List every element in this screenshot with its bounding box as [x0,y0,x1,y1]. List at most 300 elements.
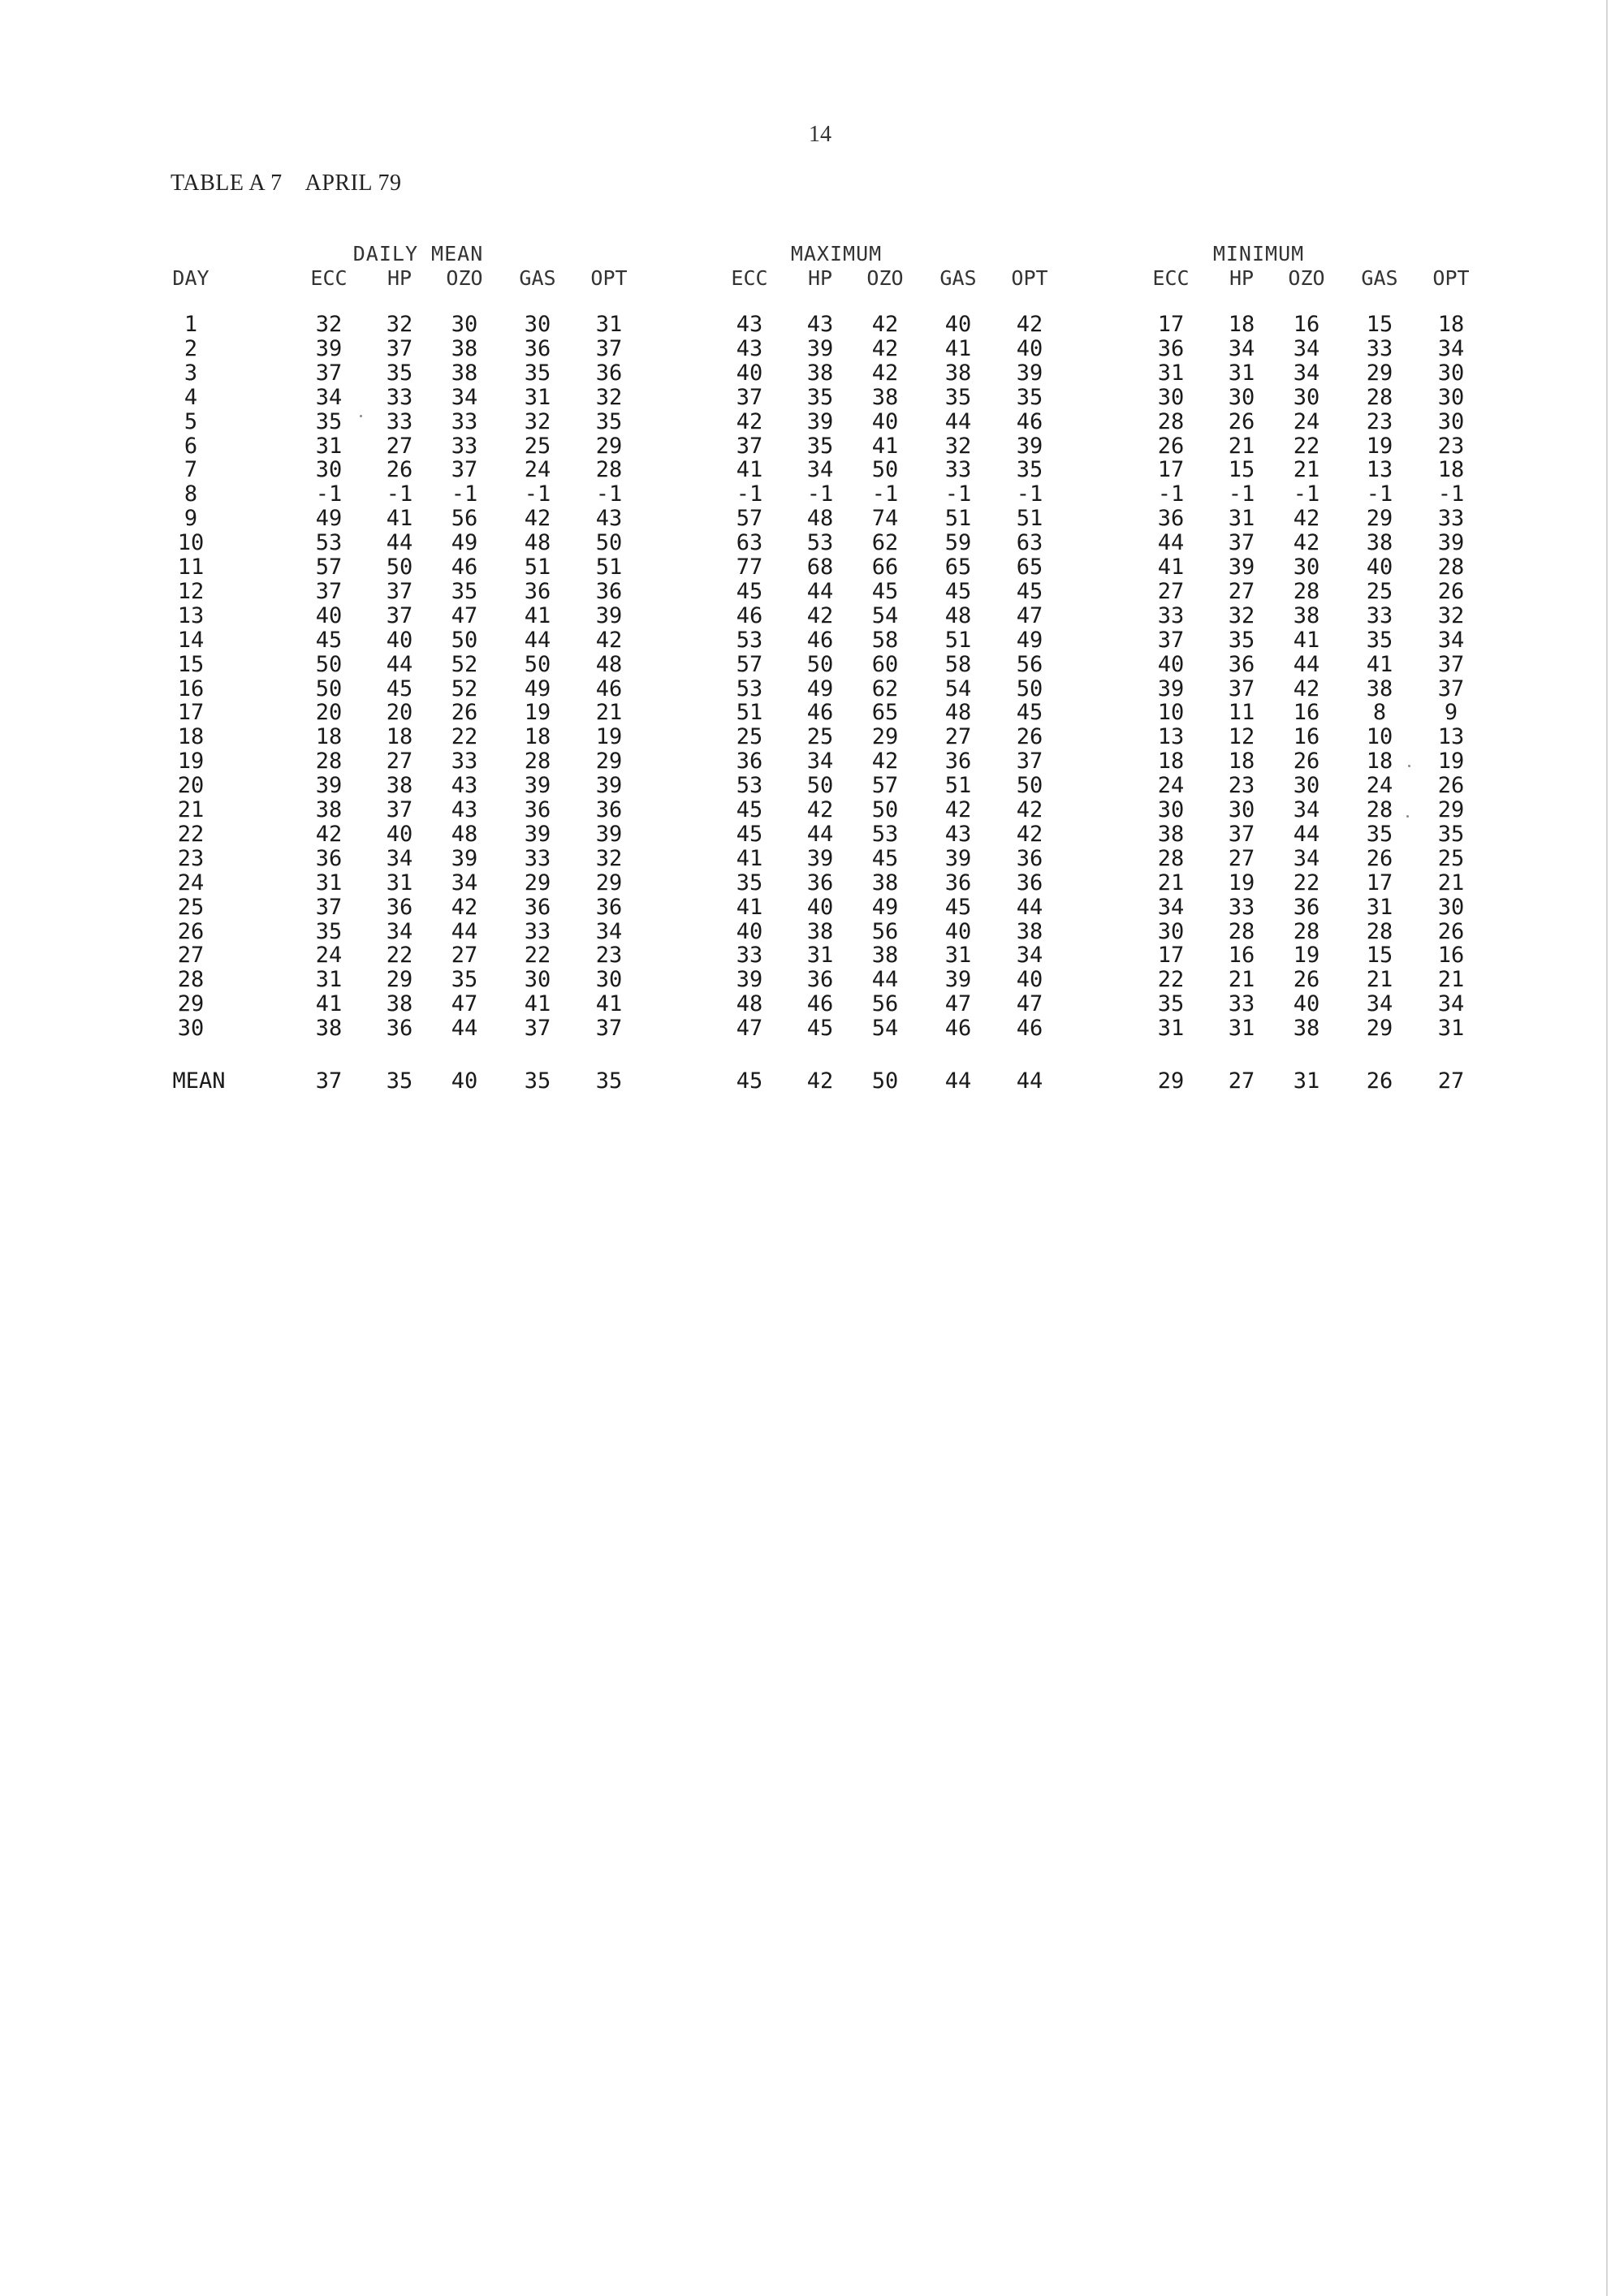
minimum-ozo-cell: 34 [1293,797,1320,822]
maximum-opt-cell: 46 [1016,1016,1043,1042]
minimum-gas-cell: 8 [1372,700,1387,726]
maximum-ecc-cell: 41 [736,894,763,920]
maximum-ecc-cell: 77 [736,555,763,580]
minimum-hp-cell: 15 [1228,457,1255,483]
table-row [0,410,1606,434]
table-row [0,482,1606,507]
maximum-ecc-cell: 36 [736,749,763,775]
mean-daily-mean-ozo-cell: 40 [451,1068,478,1094]
minimum-ozo-cell: 30 [1293,555,1320,580]
daily-mean-gas-cell: 39 [524,821,551,847]
maximum-gas-cell: 32 [944,433,972,459]
maximum-gas-cell: 35 [944,384,972,410]
daily-mean-gas-cell: 36 [524,578,551,604]
daily-mean-gas-cell: 50 [524,651,551,677]
minimum-ecc-cell: 28 [1157,845,1185,871]
minimum-hp-cell: 35 [1228,627,1255,653]
column-header-mean-hp: HP [387,266,412,290]
minimum-gas-cell: 38 [1366,675,1393,701]
daily-mean-gas-cell: 29 [524,870,551,896]
daily-mean-opt-cell: 23 [595,943,623,969]
day-cell: 16 [177,675,205,701]
minimum-ecc-cell: 35 [1157,991,1185,1017]
maximum-hp-cell: 35 [806,384,834,410]
daily-mean-opt-cell: 42 [595,627,623,653]
day-cell: 30 [177,1016,205,1042]
daily-mean-ozo-cell: 50 [451,627,478,653]
maximum-ecc-cell: 37 [736,384,763,410]
maximum-opt-cell: 47 [1016,991,1043,1017]
minimum-gas-cell: 29 [1366,1016,1393,1042]
daily-mean-ozo-cell: 43 [451,773,478,799]
daily-mean-hp-cell: 36 [386,894,413,920]
mean-minimum-hp-cell: 27 [1228,1068,1255,1094]
minimum-ozo-cell: 19 [1293,943,1320,969]
daily-mean-gas-cell: 31 [524,384,551,410]
daily-mean-ecc-cell: 38 [315,1016,343,1042]
table-period: APRIL 79 [304,170,402,196]
scan-speck [1406,815,1409,818]
daily-mean-opt-cell: 34 [595,918,623,944]
minimum-gas-cell: 17 [1366,870,1393,896]
day-cell: 12 [177,578,205,604]
day-cell: 5 [184,408,198,434]
minimum-gas-cell: 19 [1366,433,1393,459]
maximum-hp-cell: 36 [806,870,834,896]
daily-mean-gas-cell: 37 [524,1016,551,1042]
mean-minimum-gas-cell: 26 [1366,1068,1393,1094]
minimum-ecc-cell: 39 [1157,675,1185,701]
day-cell: 28 [177,967,205,993]
minimum-ecc-cell: 27 [1157,578,1185,604]
maximum-hp-cell: 35 [806,433,834,459]
minimum-ecc-cell: 21 [1157,870,1185,896]
maximum-gas-cell: 39 [944,845,972,871]
daily-mean-opt-cell: 19 [595,724,623,750]
daily-mean-ecc-cell: 31 [315,870,343,896]
maximum-hp-cell: 43 [806,312,834,337]
mean-label: MEAN [172,1068,226,1094]
maximum-ozo-cell: 42 [871,312,899,337]
maximum-hp-cell: 49 [806,675,834,701]
daily-mean-gas-cell: 41 [524,602,551,628]
minimum-gas-cell: 18 [1366,749,1393,775]
minimum-hp-cell: 27 [1228,578,1255,604]
minimum-opt-cell: -1 [1437,481,1465,507]
daily-mean-hp-cell: 34 [386,845,413,871]
daily-mean-hp-cell: 31 [386,870,413,896]
minimum-opt-cell: 26 [1437,918,1465,944]
table-row [0,677,1606,701]
daily-mean-opt-cell: 36 [595,578,623,604]
minimum-opt-cell: 26 [1437,578,1465,604]
minimum-ecc-cell: 31 [1157,1016,1185,1042]
daily-mean-gas-cell: 41 [524,991,551,1017]
minimum-hp-cell: 26 [1228,408,1255,434]
day-cell: 29 [177,991,205,1017]
mean-daily-mean-ecc-cell: 37 [315,1068,343,1094]
daily-mean-ecc-cell: 53 [315,530,343,556]
daily-mean-gas-cell: 22 [524,943,551,969]
table-row [0,458,1606,482]
daily-mean-gas-cell: 25 [524,433,551,459]
table-row [0,725,1606,749]
minimum-ozo-cell: 28 [1293,578,1320,604]
maximum-ozo-cell: 50 [871,457,899,483]
minimum-gas-cell: 38 [1366,530,1393,556]
column-header-mean-opt: OPT [590,266,628,290]
maximum-hp-cell: 38 [806,360,834,386]
maximum-gas-cell: 51 [944,506,972,532]
maximum-opt-cell: 51 [1016,506,1043,532]
daily-mean-ecc-cell: 35 [315,408,343,434]
minimum-opt-cell: 34 [1437,627,1465,653]
minimum-opt-cell: 26 [1437,773,1465,799]
daily-mean-opt-cell: 35 [595,408,623,434]
minimum-hp-cell: 12 [1228,724,1255,750]
day-cell: 14 [177,627,205,653]
daily-mean-hp-cell: 40 [386,627,413,653]
minimum-gas-cell: 41 [1366,651,1393,677]
daily-mean-ecc-cell: 36 [315,845,343,871]
minimum-ozo-cell: 38 [1293,1016,1320,1042]
daily-mean-ozo-cell: 56 [451,506,478,532]
daily-mean-gas-cell: 35 [524,360,551,386]
daily-mean-hp-cell: 35 [386,360,413,386]
maximum-ecc-cell: 41 [736,845,763,871]
maximum-gas-cell: 45 [944,894,972,920]
daily-mean-ozo-cell: 47 [451,991,478,1017]
column-header-min-opt: OPT [1432,266,1470,290]
day-cell: 1 [184,312,198,337]
maximum-hp-cell: 36 [806,967,834,993]
daily-mean-ozo-cell: 26 [451,700,478,726]
mean-maximum-gas-cell: 44 [944,1068,972,1094]
daily-mean-gas-cell: 51 [524,555,551,580]
daily-mean-ecc-cell: 18 [315,724,343,750]
maximum-gas-cell: 48 [944,602,972,628]
minimum-gas-cell: 29 [1366,506,1393,532]
maximum-gas-cell: 65 [944,555,972,580]
daily-mean-hp-cell: 41 [386,506,413,532]
maximum-ecc-cell: 43 [736,312,763,337]
maximum-gas-cell: 33 [944,457,972,483]
daily-mean-gas-cell: 32 [524,408,551,434]
table-row [0,798,1606,822]
minimum-opt-cell: 30 [1437,384,1465,410]
minimum-ecc-cell: 33 [1157,602,1185,628]
table-row [0,871,1606,896]
minimum-ozo-cell: 26 [1293,749,1320,775]
daily-mean-gas-cell: 19 [524,700,551,726]
minimum-hp-cell: 18 [1228,749,1255,775]
daily-mean-gas-cell: 49 [524,675,551,701]
day-cell: 22 [177,821,205,847]
day-cell: 23 [177,845,205,871]
maximum-hp-cell: 40 [806,894,834,920]
daily-mean-ozo-cell: 43 [451,797,478,822]
daily-mean-opt-cell: 36 [595,894,623,920]
daily-mean-opt-cell: -1 [595,481,623,507]
day-cell: 4 [184,384,198,410]
minimum-ecc-cell: 30 [1157,384,1185,410]
maximum-opt-cell: 63 [1016,530,1043,556]
mean-daily-mean-hp-cell: 35 [386,1068,413,1094]
daily-mean-hp-cell: 27 [386,433,413,459]
day-cell: 19 [177,749,205,775]
daily-mean-hp-cell: 38 [386,773,413,799]
minimum-gas-cell: 21 [1366,967,1393,993]
minimum-hp-cell: 16 [1228,943,1255,969]
day-cell: 8 [184,481,198,507]
maximum-gas-cell: 41 [944,335,972,361]
maximum-hp-cell: 53 [806,530,834,556]
maximum-gas-cell: 48 [944,700,972,726]
day-cell: 25 [177,894,205,920]
daily-mean-ozo-cell: 46 [451,555,478,580]
maximum-ecc-cell: 53 [736,773,763,799]
maximum-gas-cell: 36 [944,870,972,896]
minimum-hp-cell: 21 [1228,433,1255,459]
maximum-ecc-cell: 53 [736,627,763,653]
minimum-ozo-cell: 42 [1293,675,1320,701]
minimum-hp-cell: 32 [1228,602,1255,628]
maximum-opt-cell: 40 [1016,967,1043,993]
maximum-opt-cell: 35 [1016,384,1043,410]
maximum-ecc-cell: 35 [736,870,763,896]
minimum-gas-cell: 40 [1366,555,1393,580]
maximum-hp-cell: -1 [806,481,834,507]
minimum-gas-cell: 35 [1366,627,1393,653]
minimum-hp-cell: 37 [1228,530,1255,556]
minimum-opt-cell: 30 [1437,408,1465,434]
table-row [0,992,1606,1016]
daily-mean-ecc-cell: 30 [315,457,343,483]
table-row [0,943,1606,968]
maximum-hp-cell: 39 [806,335,834,361]
daily-mean-hp-cell: 44 [386,530,413,556]
daily-mean-ecc-cell: 57 [315,555,343,580]
daily-mean-ecc-cell: 49 [315,506,343,532]
table-row [0,580,1606,604]
maximum-ozo-cell: 54 [871,602,899,628]
minimum-ecc-cell: 28 [1157,408,1185,434]
minimum-hp-cell: 37 [1228,821,1255,847]
daily-mean-ecc-cell: 31 [315,433,343,459]
maximum-opt-cell: 36 [1016,870,1043,896]
daily-mean-opt-cell: 51 [595,555,623,580]
minimum-ecc-cell: 17 [1157,312,1185,337]
minimum-ozo-cell: 44 [1293,821,1320,847]
minimum-opt-cell: 18 [1437,312,1465,337]
column-header-max-opt: OPT [1011,266,1048,290]
maximum-hp-cell: 68 [806,555,834,580]
daily-mean-gas-cell: 33 [524,918,551,944]
minimum-hp-cell: 21 [1228,967,1255,993]
maximum-gas-cell: 59 [944,530,972,556]
table-row [0,749,1606,774]
minimum-hp-cell: 39 [1228,555,1255,580]
daily-mean-ozo-cell: 49 [451,530,478,556]
minimum-ozo-cell: -1 [1293,481,1320,507]
maximum-ozo-cell: 65 [871,700,899,726]
maximum-gas-cell: 40 [944,918,972,944]
minimum-ecc-cell: 10 [1157,700,1185,726]
maximum-hp-cell: 34 [806,457,834,483]
maximum-ozo-cell: 42 [871,335,899,361]
daily-mean-opt-cell: 39 [595,602,623,628]
day-cell: 27 [177,943,205,969]
daily-mean-hp-cell: 37 [386,578,413,604]
daily-mean-opt-cell: 37 [595,1016,623,1042]
maximum-ozo-cell: 58 [871,627,899,653]
minimum-ozo-cell: 42 [1293,506,1320,532]
maximum-ozo-cell: 38 [871,870,899,896]
daily-mean-ozo-cell: 22 [451,724,478,750]
daily-mean-opt-cell: 36 [595,360,623,386]
minimum-gas-cell: 13 [1366,457,1393,483]
maximum-opt-cell: 39 [1016,360,1043,386]
table-row [0,337,1606,361]
minimum-opt-cell: 30 [1437,360,1465,386]
daily-mean-opt-cell: 37 [595,335,623,361]
minimum-gas-cell: 24 [1366,773,1393,799]
minimum-hp-cell: 30 [1228,384,1255,410]
table-row [0,361,1606,386]
minimum-opt-cell: 37 [1437,651,1465,677]
minimum-ecc-cell: 30 [1157,797,1185,822]
mean-minimum-ecc-cell: 29 [1157,1068,1185,1094]
minimum-hp-cell: 23 [1228,773,1255,799]
minimum-ecc-cell: 36 [1157,335,1185,361]
minimum-ozo-cell: 21 [1293,457,1320,483]
maximum-ecc-cell: 43 [736,335,763,361]
table-row [0,531,1606,555]
maximum-gas-cell: -1 [944,481,972,507]
daily-mean-opt-cell: 39 [595,773,623,799]
minimum-opt-cell: 32 [1437,602,1465,628]
day-cell: 18 [177,724,205,750]
minimum-ozo-cell: 22 [1293,433,1320,459]
maximum-opt-cell: 47 [1016,602,1043,628]
daily-mean-ecc-cell: 39 [315,335,343,361]
minimum-gas-cell: 15 [1366,312,1393,337]
maximum-ecc-cell: 42 [736,408,763,434]
mean-daily-mean-gas-cell: 35 [524,1068,551,1094]
mean-maximum-hp-cell: 42 [806,1068,834,1094]
minimum-opt-cell: 28 [1437,555,1465,580]
daily-mean-ecc-cell: 31 [315,967,343,993]
day-cell: 6 [184,433,198,459]
minimum-ecc-cell: 22 [1157,967,1185,993]
daily-mean-ecc-cell: 34 [315,384,343,410]
minimum-opt-cell: 23 [1437,433,1465,459]
maximum-ecc-cell: 40 [736,918,763,944]
daily-mean-ecc-cell: 41 [315,991,343,1017]
table-row [0,701,1606,725]
daily-mean-ozo-cell: 39 [451,845,478,871]
table-row [0,386,1606,410]
daily-mean-ozo-cell: 35 [451,578,478,604]
daily-mean-opt-cell: 46 [595,675,623,701]
daily-mean-hp-cell: 34 [386,918,413,944]
maximum-ozo-cell: 29 [871,724,899,750]
mean-maximum-ozo-cell: 50 [871,1068,899,1094]
minimum-ozo-cell: 28 [1293,918,1320,944]
maximum-opt-cell: 34 [1016,943,1043,969]
maximum-opt-cell: 50 [1016,675,1043,701]
daily-mean-opt-cell: 29 [595,433,623,459]
daily-mean-opt-cell: 29 [595,870,623,896]
column-header-mean-ozo: OZO [446,266,483,290]
minimum-hp-cell: -1 [1228,481,1255,507]
maximum-ecc-cell: 53 [736,675,763,701]
maximum-ozo-cell: 54 [871,1016,899,1042]
maximum-ozo-cell: -1 [871,481,899,507]
minimum-hp-cell: 36 [1228,651,1255,677]
maximum-hp-cell: 46 [806,700,834,726]
maximum-ozo-cell: 38 [871,384,899,410]
day-cell: 21 [177,797,205,822]
daily-mean-opt-cell: 41 [595,991,623,1017]
daily-mean-gas-cell: 30 [524,967,551,993]
daily-mean-ecc-cell: 40 [315,602,343,628]
daily-mean-hp-cell: 26 [386,457,413,483]
minimum-opt-cell: 9 [1444,700,1458,726]
table-caption [171,170,401,196]
daily-mean-ozo-cell: 34 [451,384,478,410]
maximum-opt-cell: 39 [1016,433,1043,459]
daily-mean-opt-cell: 32 [595,384,623,410]
daily-mean-ozo-cell: -1 [451,481,478,507]
minimum-ozo-cell: 26 [1293,967,1320,993]
minimum-gas-cell: 35 [1366,821,1393,847]
daily-mean-opt-cell: 28 [595,457,623,483]
daily-mean-ozo-cell: 34 [451,870,478,896]
maximum-ozo-cell: 45 [871,845,899,871]
daily-mean-ozo-cell: 44 [451,918,478,944]
minimum-ecc-cell: 13 [1157,724,1185,750]
maximum-opt-cell: 38 [1016,918,1043,944]
daily-mean-opt-cell: 31 [595,312,623,337]
maximum-ecc-cell: 57 [736,506,763,532]
daily-mean-hp-cell: 38 [386,991,413,1017]
daily-mean-ozo-cell: 35 [451,967,478,993]
minimum-ecc-cell: 41 [1157,555,1185,580]
daily-mean-gas-cell: 44 [524,627,551,653]
daily-mean-hp-cell: 37 [386,602,413,628]
minimum-ozo-cell: 40 [1293,991,1320,1017]
minimum-hp-cell: 31 [1228,360,1255,386]
daily-mean-hp-cell: 45 [386,675,413,701]
minimum-ozo-cell: 16 [1293,700,1320,726]
maximum-ozo-cell: 62 [871,675,899,701]
day-cell: 7 [184,457,198,483]
minimum-opt-cell: 21 [1437,870,1465,896]
daily-mean-gas-cell: 48 [524,530,551,556]
minimum-ecc-cell: 18 [1157,749,1185,775]
daily-mean-ozo-cell: 47 [451,602,478,628]
daily-mean-hp-cell: -1 [386,481,413,507]
column-header-max-ecc: ECC [731,266,768,290]
minimum-hp-cell: 34 [1228,335,1255,361]
table-row [0,628,1606,653]
minimum-opt-cell: 33 [1437,506,1465,532]
daily-mean-hp-cell: 27 [386,749,413,775]
daily-mean-ozo-cell: 38 [451,335,478,361]
maximum-opt-cell: 45 [1016,578,1043,604]
maximum-opt-cell: 42 [1016,312,1043,337]
